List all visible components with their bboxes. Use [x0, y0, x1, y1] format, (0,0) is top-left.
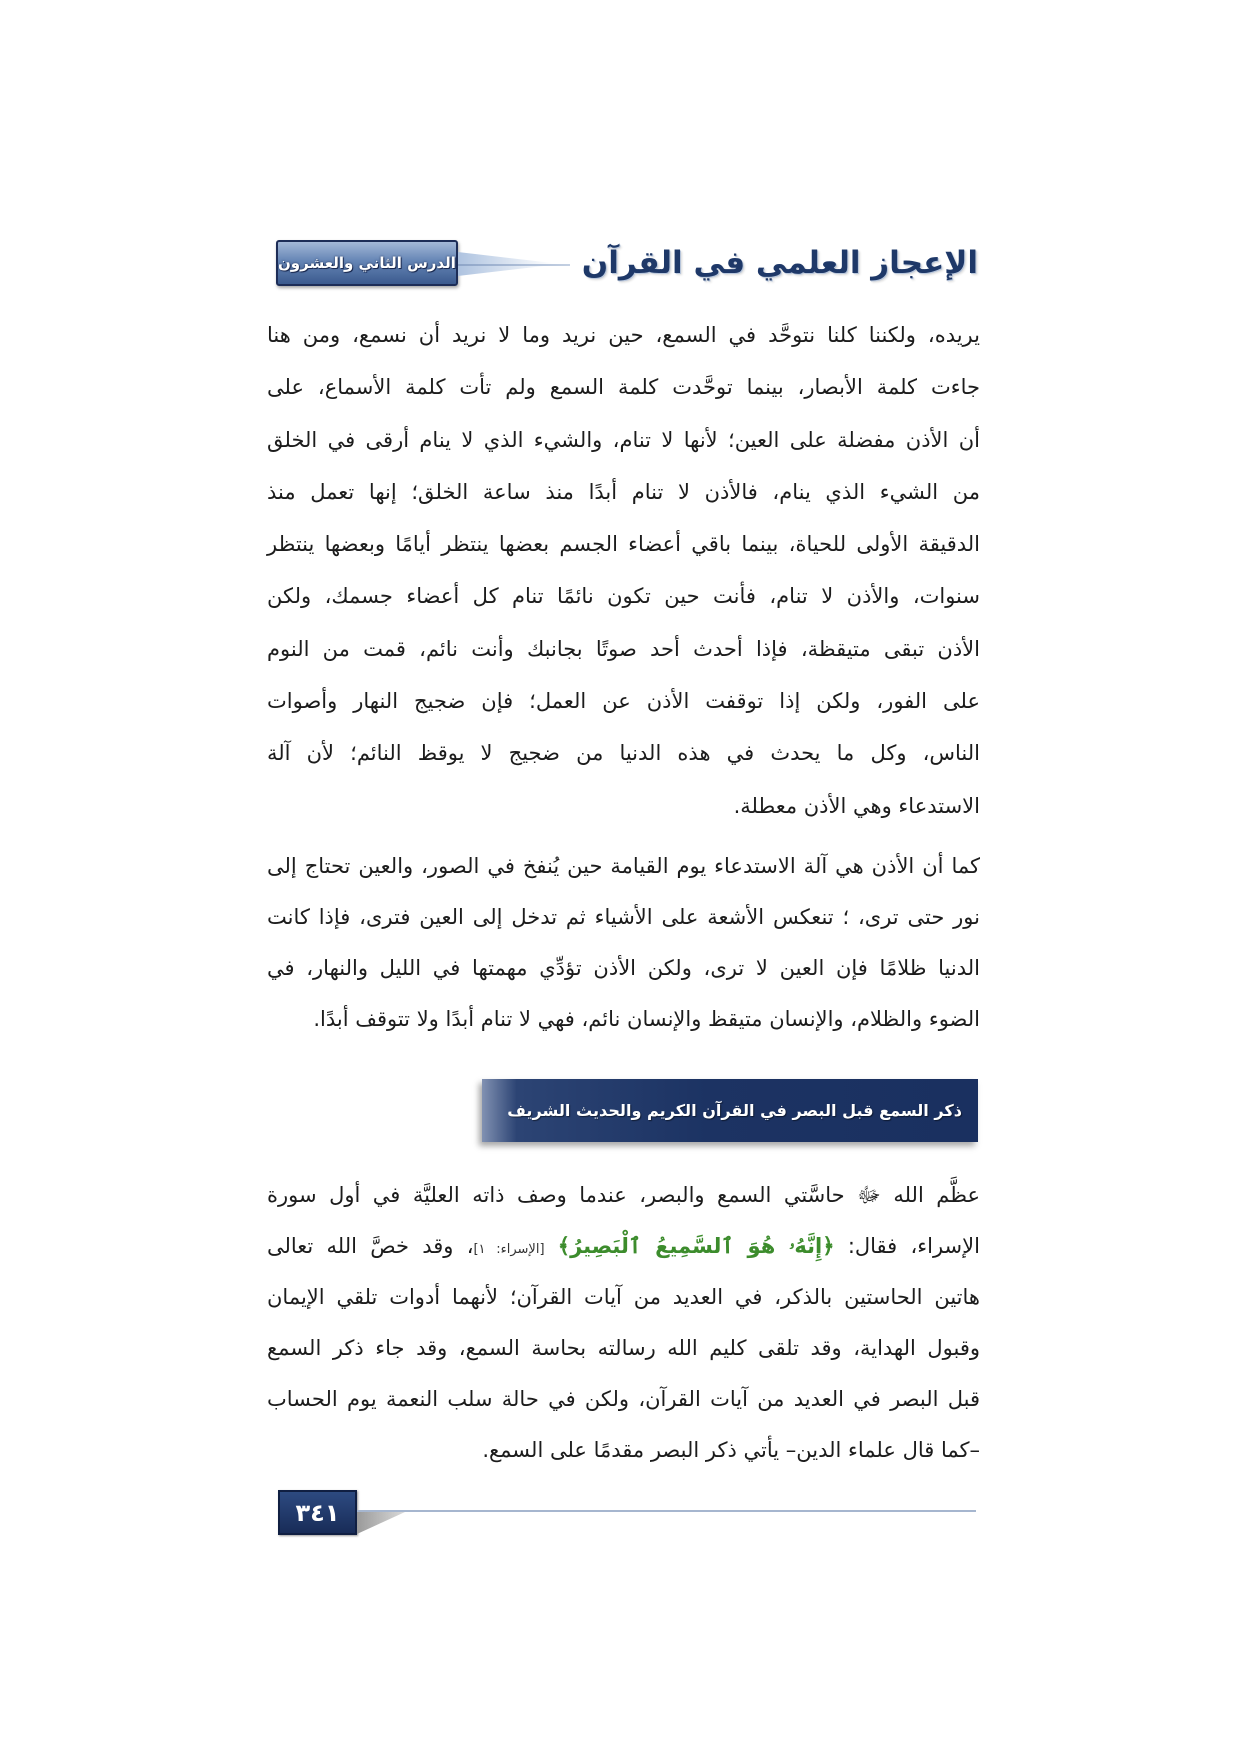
page-header: [276, 237, 978, 289]
body-line: الاستدعاء وهي الأذن معطلة.: [733, 793, 980, 818]
body-line: –كما قال علماء الدين– يأتي ذكر البصر مقدمًا على السمع.: [482, 1438, 980, 1462]
body-line: نور حتى ترى، ؛ تنعكس الأشعة على الأشياء ثم تدخل إلى العين فترى، فإذا كانت: [267, 905, 980, 929]
body-line: الدقيقة الأولى للحياة، بينما باقي أعضاء الجسم بعضها ينتظر أيامًا وبعضها ينتظر: [267, 532, 980, 557]
paragraph-2: [267, 841, 980, 1045]
body-line: كما أن الأذن هي آلة الاستدعاء يوم القيامة حين يُنفخ في الصور، والعين تحتاج إلى: [267, 854, 980, 878]
line-text-after-verse: ، وقد خصَّ الله تعالى: [267, 1234, 474, 1258]
book-title: الإعجاز العلمي في القرآن: [581, 245, 978, 281]
verse-reference: [الإسراء: ١]: [473, 1242, 545, 1257]
body-line: وقبول الهداية، وقد تلقى كليم الله رسالته بحاسة السمع، وقد جاء ذكر السمع: [267, 1336, 980, 1360]
page-number: ٣٤١: [278, 1490, 357, 1535]
body-line: يريده، ولكننا كلنا نتوحَّد في السمع، حين نريد وما لا نريد أن نسمع، ومن هنا: [267, 323, 980, 347]
footer-divider-line: [357, 1510, 976, 1512]
body-line: الدنيا ظلامًا فإن العين لا ترى، ولكن الأذن تؤدِّي مهمتها في الليل والنهار، في: [267, 956, 980, 980]
quran-verse: ﴿إِنَّهُۥ هُوَ ٱلسَّمِيعُ ٱلْبَصِيرُ﴾: [557, 1234, 835, 1258]
body-line: على الفور، ولكن إذا توقفت الأذن عن العمل؛ فإن ضجيج النهار وأصوات: [267, 689, 980, 714]
body-line: هاتين الحاستين بالذكر، في العديد من آيات القرآن؛ لأنهما أدوات تلقي الإيمان: [267, 1285, 980, 1309]
body-line: الأذن تبقى متيقظة، فإذا أحدث أحد صوتًا بجانبك وأنت نائم، قمت من النوم: [267, 636, 980, 661]
line-text-before-verse: الإسراء، فقال:: [847, 1234, 980, 1258]
header-divider-line: [458, 264, 570, 266]
body-line-with-verse: [267, 1221, 980, 1272]
header-rule: [458, 237, 582, 289]
body-line: الضوء والظلام، والإنسان متيقظ والإنسان نائم، فهي لا تنام أبدًا ولا تتوقف أبدًا.: [313, 1007, 980, 1031]
body-line: قبل البصر في العديد من آيات القرآن، ولكن في حالة سلب النعمة يوم الحساب: [267, 1387, 980, 1411]
section-heading-box: [482, 1079, 978, 1142]
paragraph-3: [267, 1170, 980, 1476]
lesson-badge: [276, 240, 458, 286]
body-line: عظَّم الله ﷻ حاسَّتي السمع والبصر، عندما وصف ذاته العليَّة في أول سورة: [267, 1183, 980, 1207]
body-line: من الشيء الذي ينام، فالأذن لا تنام أبدًا منذ ساعة الخلق؛ إنها تعمل منذ: [267, 479, 980, 504]
body-line: الناس، وكل ما يحدث في هذه الدنيا من ضجيج لا يوقظ النائم؛ لأن آلة: [267, 741, 980, 766]
body-line: أن الأذن مفضلة على العين؛ لأنها لا تنام، والشيء الذي لا ينام أرقى في الخلق: [267, 427, 980, 452]
body-line: جاءت كلمة الأبصار، بينما توحَّدت كلمة السمع ولم تأت كلمة الأسماع، على: [267, 375, 980, 400]
lesson-badge-label: الدرس الثاني والعشرون: [278, 254, 456, 272]
paragraph-1: [267, 309, 980, 832]
footer-shadow-decoration: [357, 1512, 405, 1534]
section-heading: ذكر السمع قبل البصر في القرآن الكريم والحديث الشريف: [507, 1101, 962, 1120]
body-line: سنوات، والأذن لا تنام، فأنت حين تكون نائمًا تنام كل أعضاء جسمك، ولكن: [267, 584, 980, 609]
